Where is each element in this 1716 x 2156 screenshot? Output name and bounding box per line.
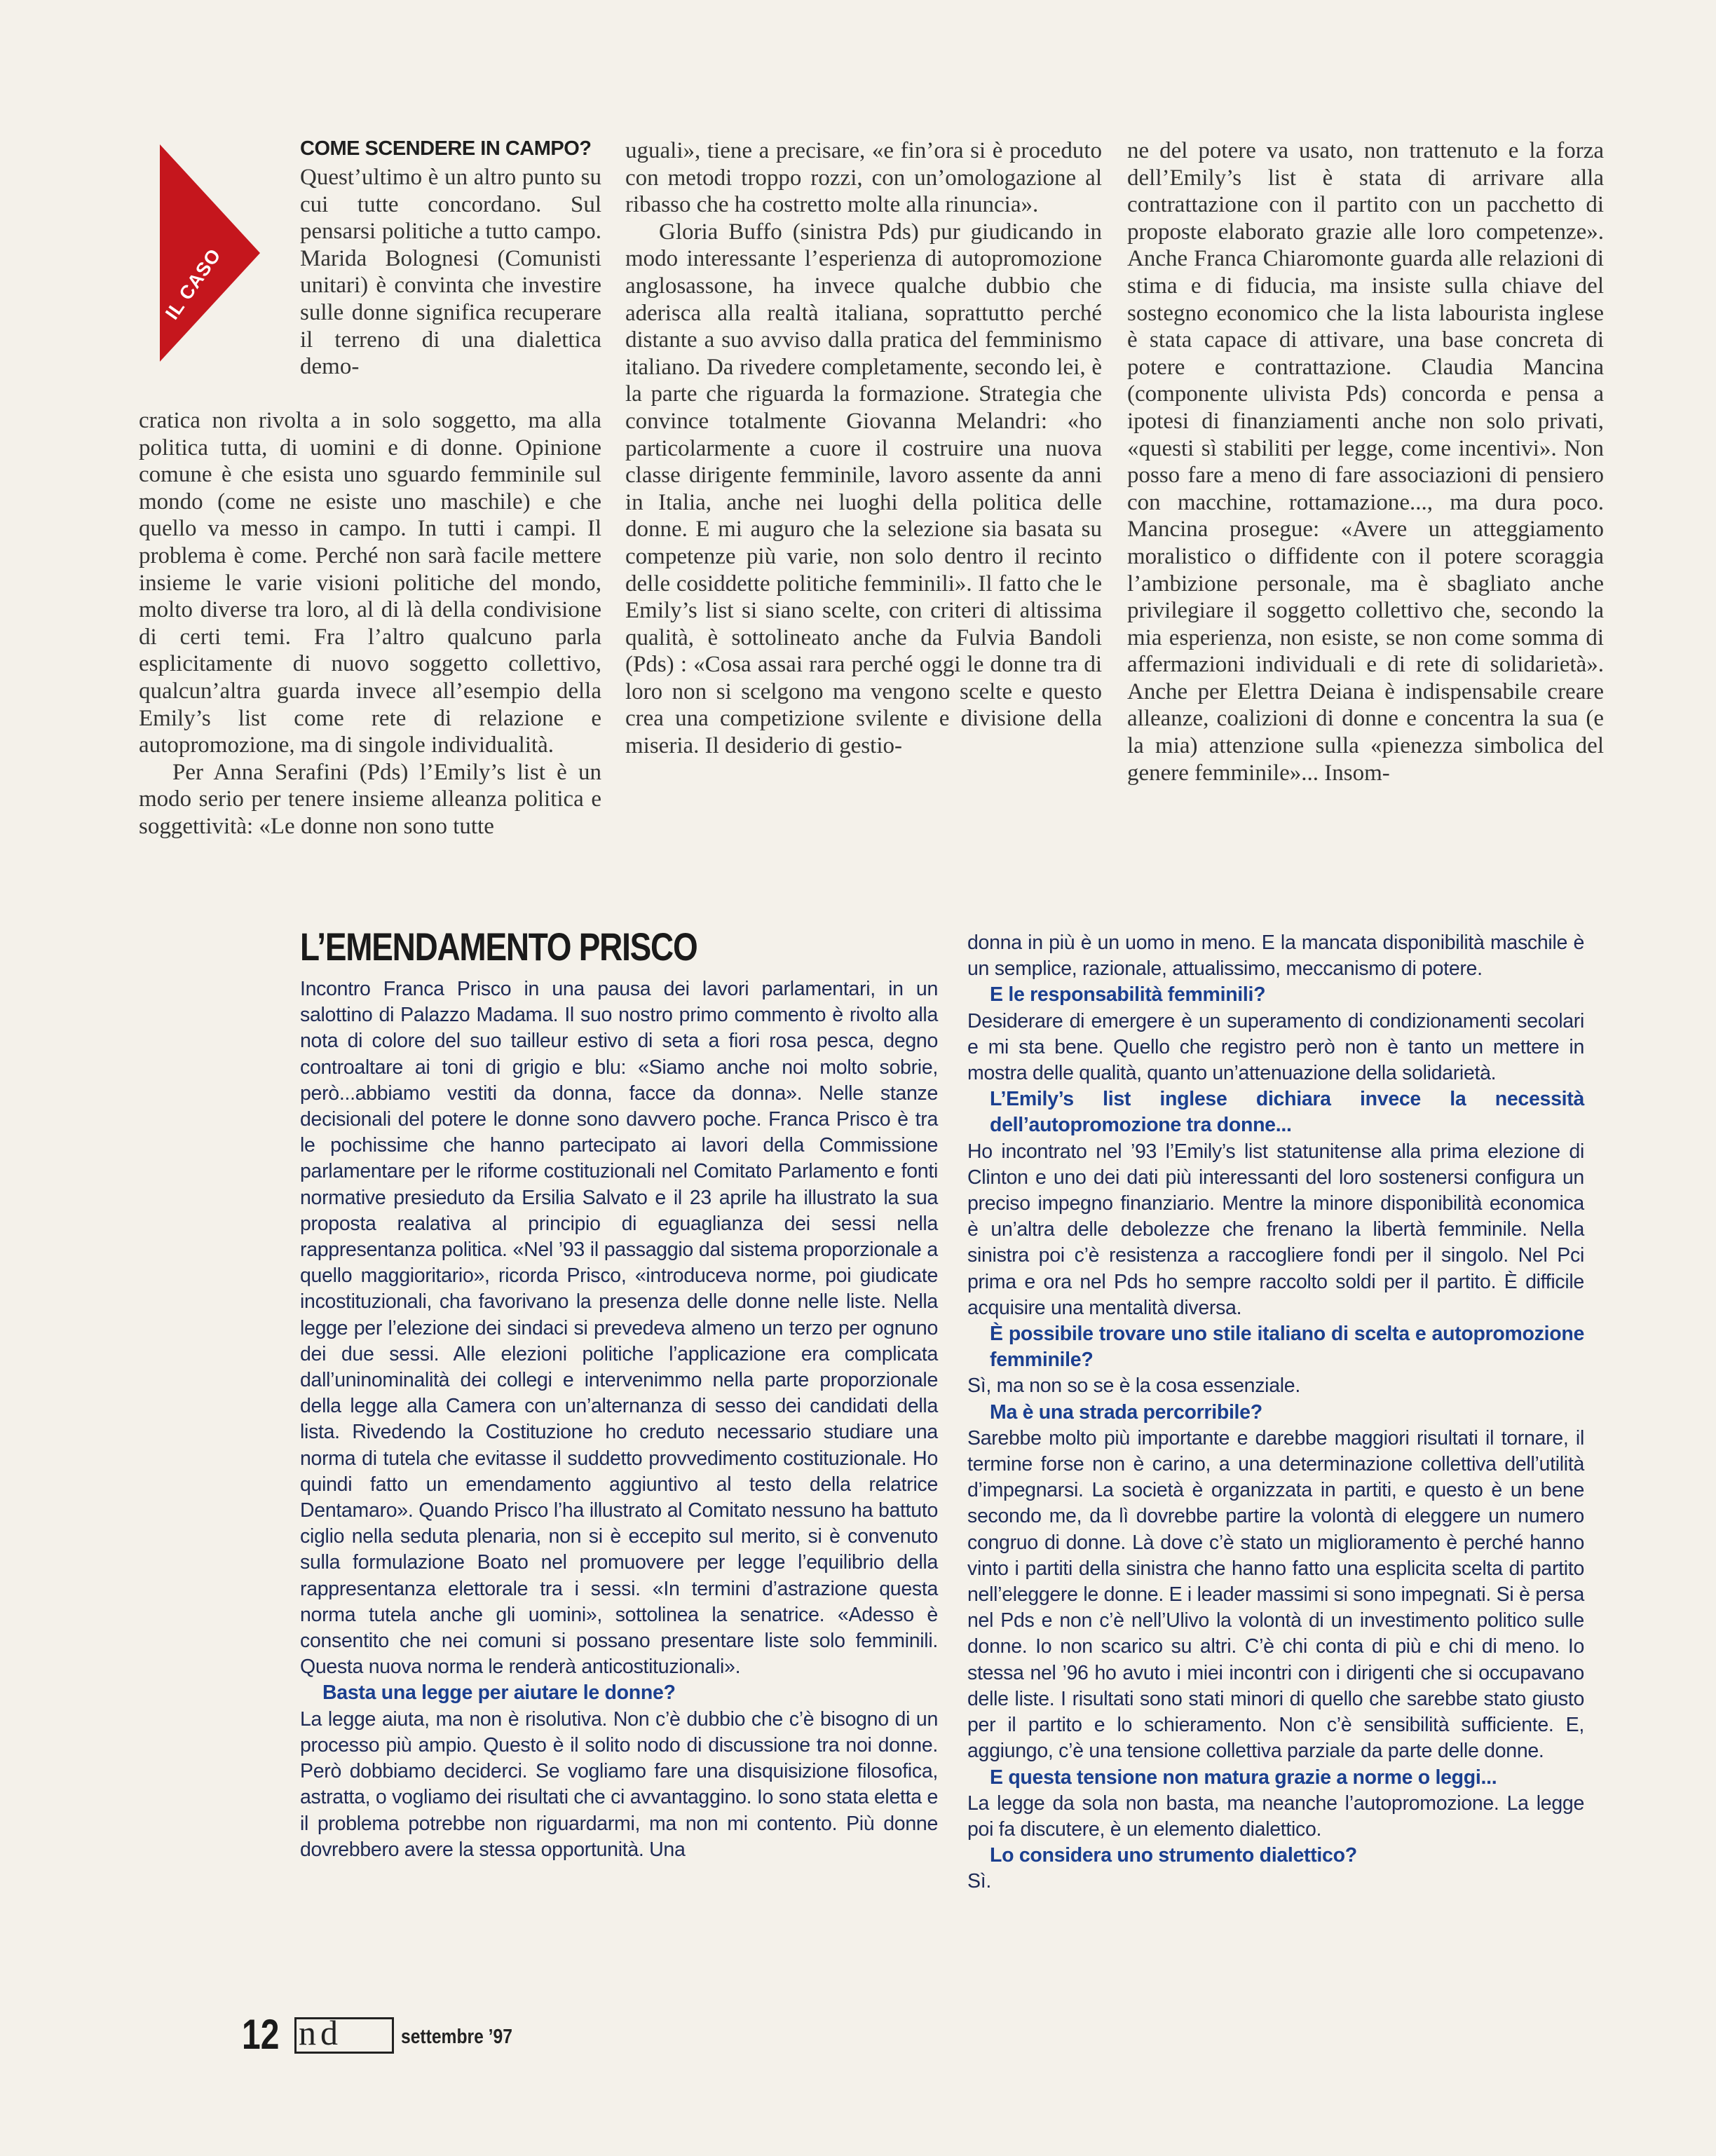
section-label: IL CASO bbox=[161, 245, 226, 324]
paragraph: Per Anna Serafini (Pds) l’Emily’s list è un modo serio per tenere insieme alleanza politica e soggettività: «Le donne non sono tutte bbox=[139, 759, 601, 839]
interview-question: E le responsabilità femminili? bbox=[990, 983, 1266, 1007]
interview-answer: La legge da sola non basta, ma neanche l’autopromozione. La legge poi fa discutere, è un elemento dialettico. bbox=[967, 1792, 1584, 1841]
interview-question: È possibile trovare uno stile italiano di scelta e autopromozione femminile? bbox=[990, 1323, 1584, 1372]
column-2 bbox=[625, 137, 1102, 760]
interview-answer: donna in più è un uomo in meno. E la mancata disponibilità maschile è un semplice, razionale, attualissimo, meccanismo di potere. bbox=[967, 932, 1584, 981]
interview-column-left bbox=[300, 976, 938, 1863]
section-heading: COME SCENDERE IN CAMPO? bbox=[300, 137, 592, 160]
interview-question: Ma è una strada percorribile? bbox=[990, 1400, 1262, 1424]
issue-date: settembre ’97 bbox=[401, 2026, 512, 2048]
interview-answer: La legge aiuta, ma non è risolutiva. Non c’è dubbio che c’è bisogno di un processo più ampio. Questo è il solito nodo di discussione tra noi donne. Però dobbiamo deciderci. Se vogliamo fare una disquisizione filosofica, astratta, o vogliamo dei risultati che ci avvantaggino. Io sono stata eletta e il problema potrebbe non riguardarmi, ma non mi contento. Più donne dovrebbero avere la stessa opportunità. Una bbox=[300, 1707, 938, 1861]
interview-question: L’Emily’s list inglese dichiara invece la necessità dell’autopromozione tra donne... bbox=[990, 1088, 1584, 1137]
paragraph: Gloria Buffo (sinistra Pds) pur giudicando in modo interessante l’esperienza di autopromozione anglosassone, ha invece qualche dubbio che aderisca alla realtà italiana, soprattutto perché distante a suo avviso dalla pratica del femminismo italiano. Da rivedere completamente, secondo lei, è la parte che riguarda la formazione. Strategia che convince totalmente Giovanna Melandri: «ho particolarmente a cuore il costruire una nuova classe dirigente femminile, lavoro assente da anni in Italia, anche nei luoghi della politica delle donne. E mi auguro che la selezione sia basata su competenze più varie, non solo dentro il recinto delle cosiddette politiche femminili». Il fatto che le Emily’s list si siano scelte, con criteri di altissima qualità, è sottolineato anche da Fulvia Bandoli (Pds) : «Cosa assai rara perché oggi le donne tra di loro non si scelgono ma vengono scelte e questo crea una competizione svilente e divisione della miseria. Il desiderio di gestio- bbox=[625, 219, 1102, 759]
column-3 bbox=[1127, 137, 1604, 786]
interview-answer: Desiderare di emergere è un superamento di condizionamenti secolari e mi sta bene. Quello che registro però non è tanto un mettere in mostra delle qualità, quanto un’attenuazione della solidarietà. bbox=[967, 1009, 1584, 1085]
interview-column-right bbox=[967, 930, 1584, 1895]
paragraph: cratica non rivolta a in solo soggetto, ma alla politica tutta, di uomini e di donne. Opinione comune è che esista uno sguardo femminile sul mondo (come ne esiste uno maschile) e che quello va messo in campo. In tutti i campi. Il problema è come. Perché non sarà facile mettere insieme le varie visioni politiche del mondo, molto diverse tra loro, al di là della condivisione di certi temi. Fra l’altro qualcuno parla esplicitamente di nuovo soggetto collettivo, qualcun’altra guarda invece all’esempio della Emily’s list come rete di relazione e autopromozione, ma di singole individualità. bbox=[139, 408, 601, 758]
column-1-bottom bbox=[139, 407, 601, 840]
interview-answer: Sì. bbox=[967, 1870, 991, 1893]
column-1-top bbox=[300, 164, 601, 381]
page-number: 12 bbox=[242, 2011, 280, 2058]
interview-answer: Ho incontrato nel ’93 l’Emily’s list statunitense alla prima elezione di Clinton e uno dei dati più interessanti del loro sostenersi configura un preciso impegno finanziario. Mentre la minore disponibilità economica è un’altra delle debolezze che frenano la libertà femminile. Nella sinistra poi c’è resistenza a raccogliere fondi per il singolo. Nel Pci prima e ora nel Pds ho sempre raccolto soldi per il partito. È difficile acquisire una mentalità diversa. bbox=[967, 1140, 1584, 1319]
paragraph: ne del potere va usato, non trattenuto e la forza dell’Emily’s list è stata di arrivare alla contrattazione con il partito con un pacchetto di proposte elaborato grazie alle loro competenze». Anche Franca Chiaromonte guarda alle relazioni di stima e di fiducia, ma insiste sulla chiave del sostegno economico che la lista labourista inglese è stata capace di attivare, una base concreta di potere e contrattazione. Claudia Mancina (componente ulivista Pds) concorda e pensa a ipotesi di finanziamenti anche non solo privati, «questi sì stabiliti per legge, come incentivi». Non posso fare a meno di fare associazioni di pensiero con macchine, rottamazione..., ma dura poco. Mancina prosegue: «Avere un atteggiamento moralistico o diffidente con il potere scoraggia l’ambizione personale, ma è sbagliato anche privilegiare il soggetto collettivo che, secondo la mia esperienza, non esiste, se non come somma di affermazioni individuali e di rete di solidarietà». Anche per Elettra Deiana è indispensabile creare alleanze, coalizioni di donne e concentra la sua (e la mia) attenzione sulla «pienezza simbolica del genere femminile»... Insom- bbox=[1127, 138, 1604, 786]
interview-title: L’EMENDAMENTO PRISCO bbox=[300, 925, 697, 969]
interview-answer: Sì, ma non so se è la cosa essenziale. bbox=[967, 1374, 1300, 1398]
interview-intro: Incontro Franca Prisco in una pausa dei lavori parlamentari, in un salottino di Palazzo Madama. Il suo nostro primo commento è rivolto alla nota di colore del suo tailleur estivo di seta a fiori rosa pesca, degno controaltare ai toni di grigio e blu: «Siamo anche noi molto sobrie, però...abbiamo vestiti da donna, facce da donna». Nelle stanze decisionali del potere le donne sono davvero poche. Franca Prisco è tra le pochissime che hanno partecipato ai lavori della Commissione parlamentare per le riforme costituzionali nel Comitato Parlamento e fonti normative presieduto da Ersilia Salvato e il 23 aprile ha illustrato la sua proposta realativa al principio di eguaglianza dei sessi nella rappresentanza politica. «Nel ’93 il passaggio dal sistema proporzionale a quello maggioritario», ricorda Prisco, «introduceva norme, poi giudicate incostituzionali, cha favorivano la presenza delle donne nelle liste. Nella legge per l’elezione dei sindaci si prevedeva almeno un terzo per ognuno dei due sessi. Alle elezioni politiche l’applicazione era complicata dall’uninominalità dei collegi e intervenimmo nella parte proporzionale della legge alla Camera con un’alternanza di sesso dei candidati della lista. Rivedendo la Costituzione ho creduto necessario studiare una norma di tutela che evitasse il suddetto provvedimento costituzionale. Ho quindi fatto un emendamento aggiuntivo al testo della relatrice Dentamaro». Quando Prisco l’ha illustrato al Comitato nessuno ha battuto ciglio nella seduta plenaria, non si è eccepito sul merito, si è convenuto sulla formulazione Boato nel promuovere per legge l’equilibrio della rappresentanza elettorale tra i sessi. «In termini d’astrazione questa norma tutela anche gli uomini», sottolinea la senatrice. «Adesso è consentito che nei comuni si possano presentare liste solo femminili. Questa nuova norma le renderà anticostituzionali». bbox=[300, 978, 938, 1679]
paragraph: uguali», tiene a precisare, «e fin’ora si è proceduto con metodi troppo rozzi, con un’omologazione al ribasso che ha costretto molte alla rinuncia». bbox=[625, 138, 1102, 218]
interview-question: E questa tensione non matura grazie a norme o leggi... bbox=[990, 1766, 1497, 1789]
paragraph: Quest’ultimo è un altro punto su cui tutte concordano. Sul pensarsi politiche a tutto campo. Marida Bolognesi (Comunisti unitari) è convinta che investire sulle donne significa recuperare il terreno di una dialettica demo- bbox=[300, 165, 601, 380]
magazine-logo: nd bbox=[299, 2013, 342, 2052]
interview-question: Basta una legge per aiutare le donne? bbox=[322, 1681, 676, 1705]
interview-answer: Sarebbe molto più importante e darebbe maggiori risultati il tornare, il termine forse non è carino, a una determinazione collettiva dell’utilità d’impegnarsi. La società è organizzata in partiti, e questo è un bene secondo me, da lì dovrebbe partire la volontà di eleggere un numero congruo di donne. Là dove c’è stato un miglioramento è perché hanno vinto i partiti della sinistra che hanno fatto una esplicita scelta di partito nell’eleggere le donne. E i leader massimi si sono impegnati. Si è persa nel Pds e non c’è nell’Ulivo la volontà di un investimento politico sulle donne. Io non scarico su altri. C’è chi conta di più e chi di meno. Io stessa nel ’96 ho avuto i miei incontri con i dirigenti che si occupavano delle liste. I risultati sono stati minori di quello che sarebbe stato giusto per il partito e lo schieramento. Non c’è sensibilità sufficiente. E, aggiungo, c’è una tensione collettiva parziale da parte delle donne. bbox=[967, 1426, 1584, 1763]
interview-question: Lo considera uno strumento dialettico? bbox=[990, 1844, 1357, 1867]
